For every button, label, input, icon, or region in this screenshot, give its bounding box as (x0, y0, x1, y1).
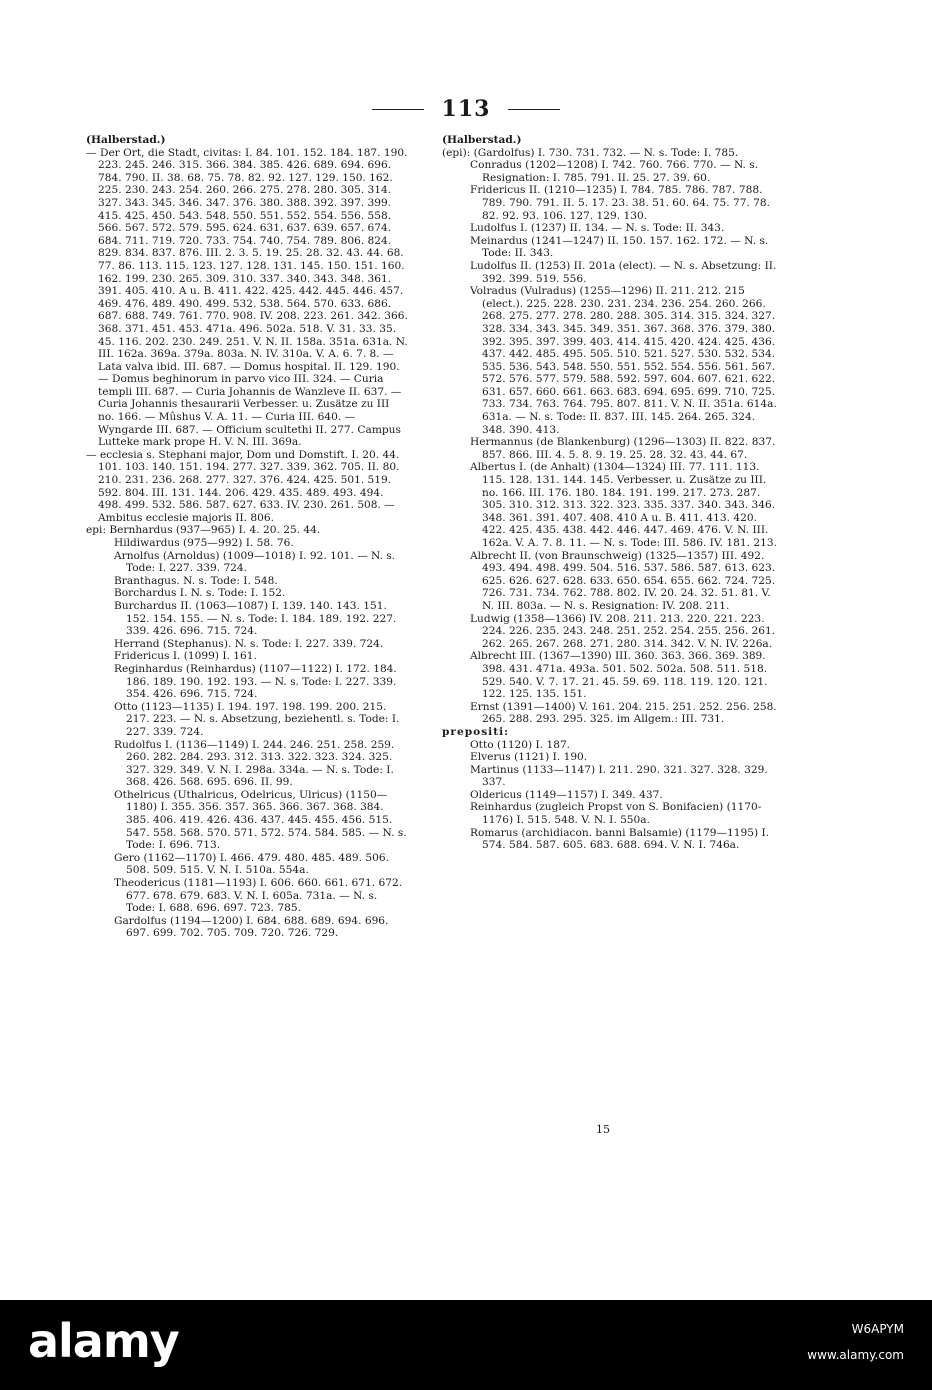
left-column-entry: Herrand (Stephanus). N. s. Tode: I. 227. 339. 724. (114, 637, 384, 650)
right-column-entry: prepositi: (442, 725, 510, 738)
page-header (0, 96, 932, 122)
right-column-entry: Oldericus (1149—1157) I. 349. 437. (470, 788, 663, 801)
watermark-image-id: W6APYM (851, 1322, 904, 1336)
right-column-entry: (Halberstad.) (442, 134, 522, 146)
watermark-bar (0, 1300, 932, 1390)
right-column-entry: Volradus (Vulradus) (1255—1296) II. 211. 212. 215 (elect.). 225. 228. 230. 231. 234. 236. 254. 260. 266. 268. 275. 277. 278. 280. 288. 305. 314. 315. 324. 327. 328. 334. 343. 345. 349. 351. 367. 368. 376. 379. 380. 392. 395. 397. 399. 403. 414. 415. 420. 424. 425. 436. 437. 442. 485. 495. 505. 510. 521. 527. 530. 532. 534. 535. 536. 543. 548. 550. 551. 552. 554. 556. 561. 567. 572. 576. 577. 579. 588. 592. 597. 604. 607. 621. 622. 631. 657. 660. 661. 663. 683. 694. 695. 699. 710. 725. 733. 734. 763. 764. 795. 807. 811. V. N. II. 351a. 614a. 631a. — N. s. Tode: II. 837. III. 145. 264. 265. 324. 348. 390. 413. (470, 285, 777, 436)
page-number: 113 (441, 96, 491, 122)
header-rule-left (372, 109, 424, 110)
right-column-entry: Romarus (archidiacon. banni Balsamie) (1179—1195) I. 574. 584. 587. 605. 683. 688. 694. V. N. I. 746a. (470, 826, 770, 852)
left-column-entry: Fridericus I. (1099) I. 161. (114, 650, 257, 663)
left-column-entry: Branthagus. N. s. Tode: I. 548. (114, 574, 278, 587)
right-column-entry: Ludolfus I. (1237) II. 134. — N. s. Tode: II. 343. (470, 222, 725, 235)
left-column-entry: Rudolfus I. (1136—1149) I. 244. 246. 251. 258. 259. 260. 282. 284. 293. 312. 313. 322. 323. 324. 325. 327. 329. 349. V. N. I. 298a. 334a. — N. s. Tode: I. 368. 426. 568. 695. 696. II. 99. (114, 738, 395, 789)
right-column-entry: Martinus (1133—1147) I. 211. 290. 321. 327. 328. 329. 337. (470, 763, 768, 789)
right-column-entry: Ludolfus II. (1253) II. 201a (elect). — N. s. Absetzung: II. 392. 399. 519. 556. (470, 259, 777, 285)
right-column-entry: Otto (1120) I. 187. (470, 738, 571, 751)
printer-signature: 15 (596, 1123, 610, 1136)
left-column-entry: (Halberstad.) (86, 134, 166, 146)
right-column-entry: Hermannus (de Blankenburg) (1296—1303) II. 822. 837. 857. 866. III. 4. 5. 8. 9. 19. 25. 28. 32. 43. 44. 67. (470, 436, 776, 461)
left-column-entry: Gero (1162—1170) I. 466. 479. 480. 485. 489. 506. 508. 509. 515. V. N. I. 510a. 554a. (114, 851, 389, 877)
right-column-entry: Conradus (1202—1208) I. 742. 760. 766. 770. — N. s. Resignation: I. 785. 791. II. 25. 27. 39. 60. (470, 159, 759, 184)
right-column-entry: Elverus (1121) I. 190. (470, 751, 588, 764)
header-rule-right (508, 109, 560, 110)
right-column-entry: Albertus I. (de Anhalt) (1304—1324) III. 77. 111. 113. 115. 128. 131. 144. 145. Verbesser. u. Zusätze zu III. no. 166. III. 176. 180. 184. 191. 199. 217. 273. 287. 305. 310. 312. 313. 322. 323. 335. 337. 340. 343. 346. 348. 361. 391. 407. 408. 410 A u. B. 411. 413. 420. 422. 425. 435. 438. 442. 446. 447. 469. 476. V. N. III. 162a. V. A. 7. 8. 11. — N. s. Tode: III. 586. IV. 181. 213. (470, 461, 777, 549)
right-column-entry: Ernst (1391—1400) V. 161. 204. 215. 251. 252. 256. 258. 265. 288. 293. 295. 325. im Allgem.: III. 731. (470, 700, 777, 726)
right-column-entry: Fridericus II. (1210—1235) I. 784. 785. 786. 787. 788. 789. 790. 791. II. 5. 17. 23. 38. 51. 60. 64. 75. 77. 78. 82. 92. 93. 106. 127. 129. 130. (470, 184, 771, 222)
watermark-url: www.alamy.com (807, 1348, 904, 1362)
right-column-entry: Albrecht III. (1367—1390) III. 360. 363. 366. 369. 389. 398. 431. 471a. 493a. 501. 502. 502a. 508. 511. 518. 529. 540. V. 7. 17. 21. 45. 59. 69. 118. 119. 120. 121. 122. 125. 135. 151. (470, 650, 768, 701)
left-column-entry: Otto (1123—1135) I. 194. 197. 198. 199. 200. 215. 217. 223. — N. s. Absetzung, beziehentl. s. Tode: I. 227. 339. 724. (114, 700, 400, 738)
left-column-entry: — ecclesia s. Stephani major, Dom und Domstift. I. 20. 44. 101. 103. 140. 151. 194. 277. 327. 339. 362. 705. II. 80. 210. 231. 236. 268. 277. 327. 376. 424. 425. 501. 519. 592. 804. III. 131. 144. 206. 429. 435. 489. 493. 494. 498. 499. 532. 586. 587. 627. 633. IV. 230. 261. 508. — Ambitus ecclesie majoris II. 806. (86, 448, 400, 524)
right-column-entry: (epi): (Gardolfus) I. 730. 731. 732. — N. s. Tode: I. 785. (442, 146, 739, 159)
left-column-entry: Borchardus I. N. s. Tode: I. 152. (114, 587, 286, 600)
left-column-entry: — Der Ort, die Stadt, civitas: I. 84. 101. 152. 184. 187. 190. 223. 245. 246. 315. 366. 384. 385. 426. 689. 694. 696. 784. 790. II. 38. 68. 75. 78. 82. 92. 127. 129. 150. 162. 225. 230. 243. 254. 260. 266. 275. 278. 280. 305. 314. 327. 343. 345. 346. 347. 376. 380. 388. 392. 397. 399. 415. 425. 450. 543. 548. 550. 551. 552. 554. 556. 558. 566. 567. 572. 579. 595. 624. 631. 637. 639. 657. 674. 684. 711. 719. 720. 733. 754. 740. 754. 789. 806. 824. 829. 834. 837. 876. III. 2. 3. 5. 19. 25. 28. 32. 43. 44. 68. 77. 86. 113. 115. 123. 127. 128. 131. 145. 150. 151. 160. 162. 199. 230. 265. 309. 310. 337. 340. 343. 348. 361. 391. 405. 410. A u. B. 411. 422. 425. 442. 445. 446. 457. 469. 476. 489. 490. 499. 532. 538. 564. 570. 633. 686. 687. 688. 749. 761. 770. 908. IV. 208. 223. 261. 342. 366. 368. 371. 451. 453. 471a. 496. 502a. 518. V. 31. 33. 35. 45. 116. 202. 230. 249. 251. V. N. II. 158a. 351a. 631a. N. III. 162a. 369a. 379a. 803a. N. IV. 310a. V. A. 6. 7. 8. — Lata valva ibid. III. 687. — Domus hospital. II. 129. 190. — Domus beghinorum in parvo vico III. 324. — Curia templi III. 687. — Curia Johannis de Wanzleve II. 637. — Curia Johannis thesaurarii Verbesser. u. Zusätze zu III no. 166. — Mûshus V. A. 11. — Curia III. 640. — Wyngarde III. 687. — Officium scultethi II. 277. Campus Lutteke mark prope H. V. N. III. 369a. (86, 146, 408, 449)
left-column-entry: Burchardus II. (1063—1087) I. 139. 140. 143. 151. 152. 154. 155. — N. s. Tode: I. 184. 189. 192. 227. 339. 426. 696. 715. 724. (114, 599, 397, 638)
left-column-entry: Gardolfus (1194—1200) I. 684. 688. 689. 694. 696. 697. 699. 702. 705. 709. 720. 726. 729. (114, 914, 389, 940)
left-column-entry: Hildiwardus (975—992) I. 58. 76. (114, 537, 294, 549)
right-column-entry: Ludwig (1358—1366) IV. 208. 211. 213. 220. 221. 223. 224. 226. 235. 243. 248. 251. 252. 254. 255. 256. 261. 262. 265. 267. 268. 271. 280. 314. 342. V. N. IV. 226a. (470, 612, 776, 650)
right-column (442, 134, 778, 852)
left-column-entry: epi: Bernhardus (937—965) I. 4. 20. 25. 44. (86, 524, 321, 537)
right-column-entry: Reinhardus (zugleich Propst von S. Bonifacien) (1170-1176) I. 515. 548. V. N. I. 550a. (470, 801, 762, 827)
left-column-entry: Arnolfus (Arnoldus) (1009—1018) I. 92. 101. — N. s. Tode: I. 227. 339. 724. (114, 549, 396, 575)
left-column-entry: Theodericus (1181—1193) I. 606. 660. 661. 671. 672. 677. 678. 679. 683. V. N. I. 605a. 731a. — N. s. Tode: I. 688. 696. 697. 723. 785. (114, 877, 403, 915)
watermark-logo: alamy (28, 1314, 179, 1368)
left-column-entry: Reginhardus (Reinhardus) (1107—1122) I. 172. 184. 186. 189. 190. 192. 193. — N. s. Tode: I. 227. 339. 354. 426. 696. 715. 724. (114, 662, 397, 701)
right-column-entry: Albrecht II. (von Braunschweig) (1325—1357) III. 492. 493. 494. 498. 499. 504. 516. 537. 586. 587. 613. 623. 625. 626. 627. 628. 633. 650. 654. 655. 662. 724. 725. 726. 731. 734. 762. 788. 802. IV. 20. 24. 32. 51. 81. V. N. III. 803a. — N. s. Resignation: IV. 208. 211. (470, 549, 776, 612)
left-column-entry: Othelricus (Uthalricus, Odelricus, Ulricus) (1150—1180) I. 355. 356. 357. 365. 366. 367. 368. 384. 385. 406. 419. 426. 436. 437. 445. 455. 456. 515. 547. 558. 568. 570. 571. 572. 574. 584. 585. — N. s. Tode: I. 696. 713. (114, 788, 407, 852)
left-column (86, 134, 408, 940)
right-column-entry: Meinardus (1241—1247) II. 150. 157. 162. 172. — N. s. Tode: II. 343. (470, 234, 769, 260)
